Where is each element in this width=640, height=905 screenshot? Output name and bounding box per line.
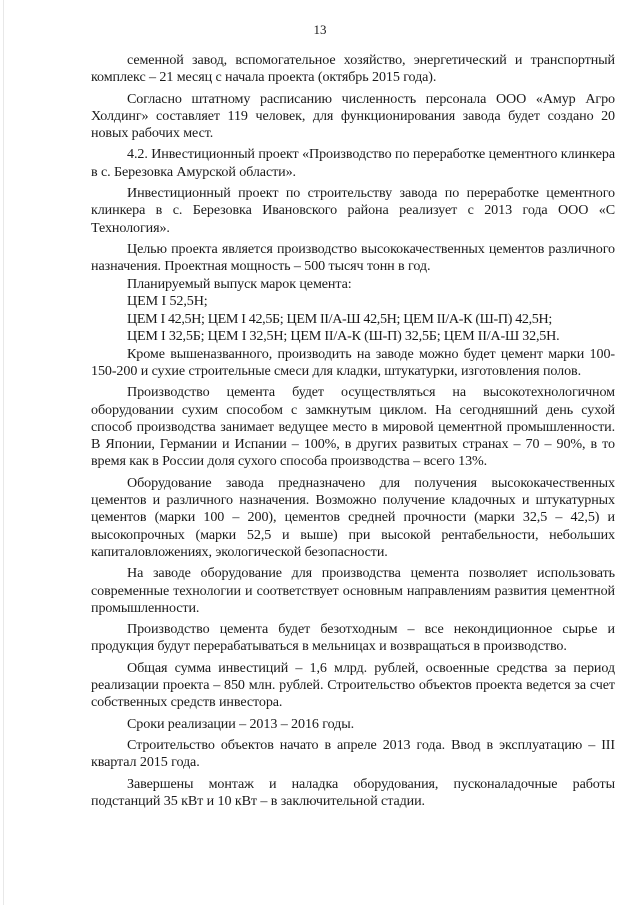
paragraph: Завершены монтаж и наладка оборудования, пусконаладочные работы подстанций 35 кВт и 10 кВт – в заключительной стадии. [91, 775, 615, 809]
paragraph: На заводе оборудование для производства цемента позволяет использовать современные технологии и соответствует основным направлениям развития цементной промышленности. [91, 565, 615, 616]
paragraph: Кроме вышеназванного, производить на заводе можно будет цемент марки 100-150-200 и сухие строительные смеси для кладки, штукатурки, изготовления полов. [91, 345, 615, 379]
paragraph: Строительство объектов начато в апреле 2013 года. Ввод в эксплуатацию – III квартал 2015 года. [91, 736, 615, 771]
paragraph: Оборудование завода предназначено для получения высококачественных цементов и различного назначения. Возможно получение кладочных и штукатурных цементов (марки 100 – 200), цементов средней прочности (марки 32,5 – 42,5) и высокопрочных (марки 52,5 и выше) при высокой рентабельности, небольших капиталовложениях, экологической безопасности. [91, 474, 615, 560]
paragraph: семенной завод, вспомогательное хозяйство, энергетический и транспортный комплекс – 21 месяц с начала проекта (октябрь 2015 года). [91, 52, 615, 86]
cement-grade-line: ЦЕМ I 32,5Б; ЦЕМ I 32,5Н; ЦЕМ II/А-К (Ш-П) 32,5Б; ЦЕМ II/А-Ш 32,5Н. [127, 328, 560, 345]
section-heading: 4.2. Инвестиционный проект «Производство по переработке цементного клинкера в с. Березовка Амурской области». [91, 146, 615, 180]
paragraph: Производство цемента будет безотходным – все некондиционное сырье и продукция будут перерабатываться в мельницах и возвращаться в производство. [91, 621, 615, 655]
page-number: 13 [313, 22, 327, 37]
paragraph: Сроки реализации – 2013 – 2016 годы. [127, 715, 355, 732]
scan-edge-line [3, 0, 4, 905]
cement-grade-line: ЦЕМ I 52,5Н; [127, 293, 208, 310]
cement-grade-line: ЦЕМ I 42,5Н; ЦЕМ I 42,5Б; ЦЕМ II/А-Ш 42,5Н; ЦЕМ II/А-К (Ш-П) 42,5Н; [127, 310, 552, 327]
paragraph: Целью проекта является производство высококачественных цементов различного назначения. Проектная мощность – 500 тысяч тонн в год. [91, 240, 615, 275]
paragraph: Инвестиционный проект по строительству завода по переработке цементного клинкера в с. Березовка Ивановского района реализует с 2013 года ООО «С Технология». [91, 185, 615, 236]
paragraph: Общая сумма инвестиций – 1,6 млрд. рублей, освоенные средства за период реализации проекта – 850 млн. рублей. Строительство объектов проекта ведется за счет собственных средств инвестора. [91, 659, 615, 711]
paragraph: Согласно штатному расписанию численность персонала ООО «Амур Агро Холдинг» составляет 119 человек, для функционирования завода будет создано 20 новых рабочих мест. [91, 90, 615, 142]
paragraph: Планируемый выпуск марок цемента: [127, 275, 352, 292]
document-body [91, 52, 615, 810]
paragraph: Производство цемента будет осуществляться на высокотехнологичном оборудовании сухим способом с замкнутым циклом. На сегодняшний день сухой способ производства занимает ведущее место в мировой цементной промышленности. В Японии, Германии и Испании – 100%, в других развитых странах – 70 – 90%, в то время как в России доля сухого способа производства – всего 13%. [91, 384, 615, 470]
